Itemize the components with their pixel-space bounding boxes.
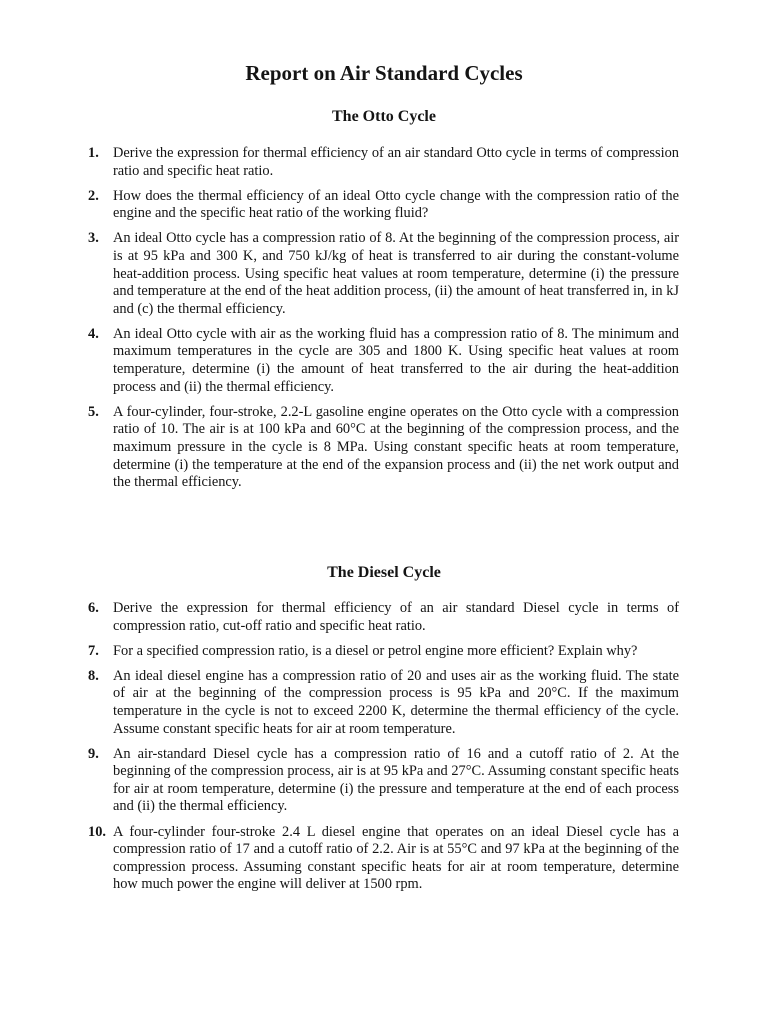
question-number: 1. bbox=[88, 145, 99, 161]
question-text: Derive the expression for thermal efficiency of an air standard Diesel cycle in terms of compression ratio, cut-off ratio and specific heat ratio. bbox=[113, 600, 679, 634]
question-item bbox=[88, 188, 679, 223]
question-number: 10. bbox=[88, 823, 106, 840]
document-title: Report on Air Standard Cycles bbox=[245, 61, 523, 85]
question-text: An ideal diesel engine has a compression ratio of 20 and uses air as the working fluid. The state of air at the beginning of the compression process is 95 kPa and 20°C. If the maximum temperature in the cycle is not to exceed 2200 K, determine the thermal efficiency of the cycle. Assume constant specific heats for air at room temperature. bbox=[113, 667, 679, 737]
question-number: 7. bbox=[88, 642, 99, 659]
otto-question-list bbox=[88, 145, 679, 499]
question-item bbox=[88, 643, 679, 661]
question-text: An ideal Otto cycle has a compression ratio of 8. At the beginning of the compression process, air is at 95 kPa and 300 K, and 750 kJ/kg of heat is transferred to air during the constant-volume heat-addition process. Using specific heat values at room temperature, determine (i) the pressure and temperature at the end of the heat addition process, (ii) the amount of heat transferred in, in kJ and (c) the thermal efficiency. bbox=[113, 230, 679, 317]
question-text: A four-cylinder four-stroke 2.4 L diesel engine that operates on an ideal Diesel cycle has a compression ratio of 17 and a cutoff ratio of 2.2. Air is at 55°C and 97 kPa at the beginning of the compression process. Assuming constant specific heats for air at room temperature, determine how much power the engine will deliver at 1500 rpm. bbox=[113, 823, 679, 893]
question-item bbox=[88, 600, 679, 635]
diesel-question-list bbox=[88, 600, 679, 901]
question-number: 9. bbox=[88, 745, 99, 762]
question-text: An air-standard Diesel cycle has a compression ratio of 16 and a cutoff ratio of 2. At the beginning of the compression process, air is at 95 kPa and 27°C. Assuming constant specific heats for air at room temperature, determine (i) the pressure and temperature at the end of each process and (ii) the thermal efficiency. bbox=[113, 745, 679, 815]
question-text: For a specified compression ratio, is a diesel or petrol engine more efficient? Explain why? bbox=[113, 642, 638, 659]
question-text: An ideal Otto cycle with air as the working fluid has a compression ratio of 8. The minimum and maximum temperatures in the cycle are 305 and 1800 K. Using specific heat values at room temperature, determine (i) the amount of heat transferred to the air during the heat-addition process and (ii) the thermal efficiency. bbox=[113, 325, 679, 395]
question-number: 4. bbox=[88, 325, 99, 342]
question-text: A four-cylinder, four-stroke, 2.2-L gasoline engine operates on the Otto cycle with a compression ratio of 10. The air is at 100 kPa and 60°C at the beginning of the compression process, and the maximum pressure in the cycle is 8 MPa. Using constant specific heats at room temperature, determine (i) the temperature at the end of the expansion process and (ii) the net work output and the thermal efficiency. bbox=[113, 403, 679, 491]
question-item bbox=[88, 746, 679, 816]
question-number: 5. bbox=[88, 403, 99, 420]
question-item bbox=[88, 145, 679, 180]
question-item bbox=[88, 824, 679, 894]
section-heading-otto: The Otto Cycle bbox=[332, 108, 436, 125]
question-item bbox=[88, 404, 679, 492]
question-item bbox=[88, 668, 679, 738]
question-text: Derive the expression for thermal efficiency of an air standard Otto cycle in terms of compression ratio and specific heat ratio. bbox=[113, 145, 679, 179]
question-number: 6. bbox=[88, 600, 99, 616]
question-number: 8. bbox=[88, 667, 99, 684]
section-heading-diesel: The Diesel Cycle bbox=[327, 564, 441, 581]
question-item bbox=[88, 326, 679, 396]
question-text: How does the thermal efficiency of an ideal Otto cycle change with the compression ratio of the engine and the specific heat ratio of the working fluid? bbox=[113, 187, 679, 222]
question-item bbox=[88, 230, 679, 318]
question-number: 2. bbox=[88, 187, 99, 204]
question-number: 3. bbox=[88, 230, 99, 247]
